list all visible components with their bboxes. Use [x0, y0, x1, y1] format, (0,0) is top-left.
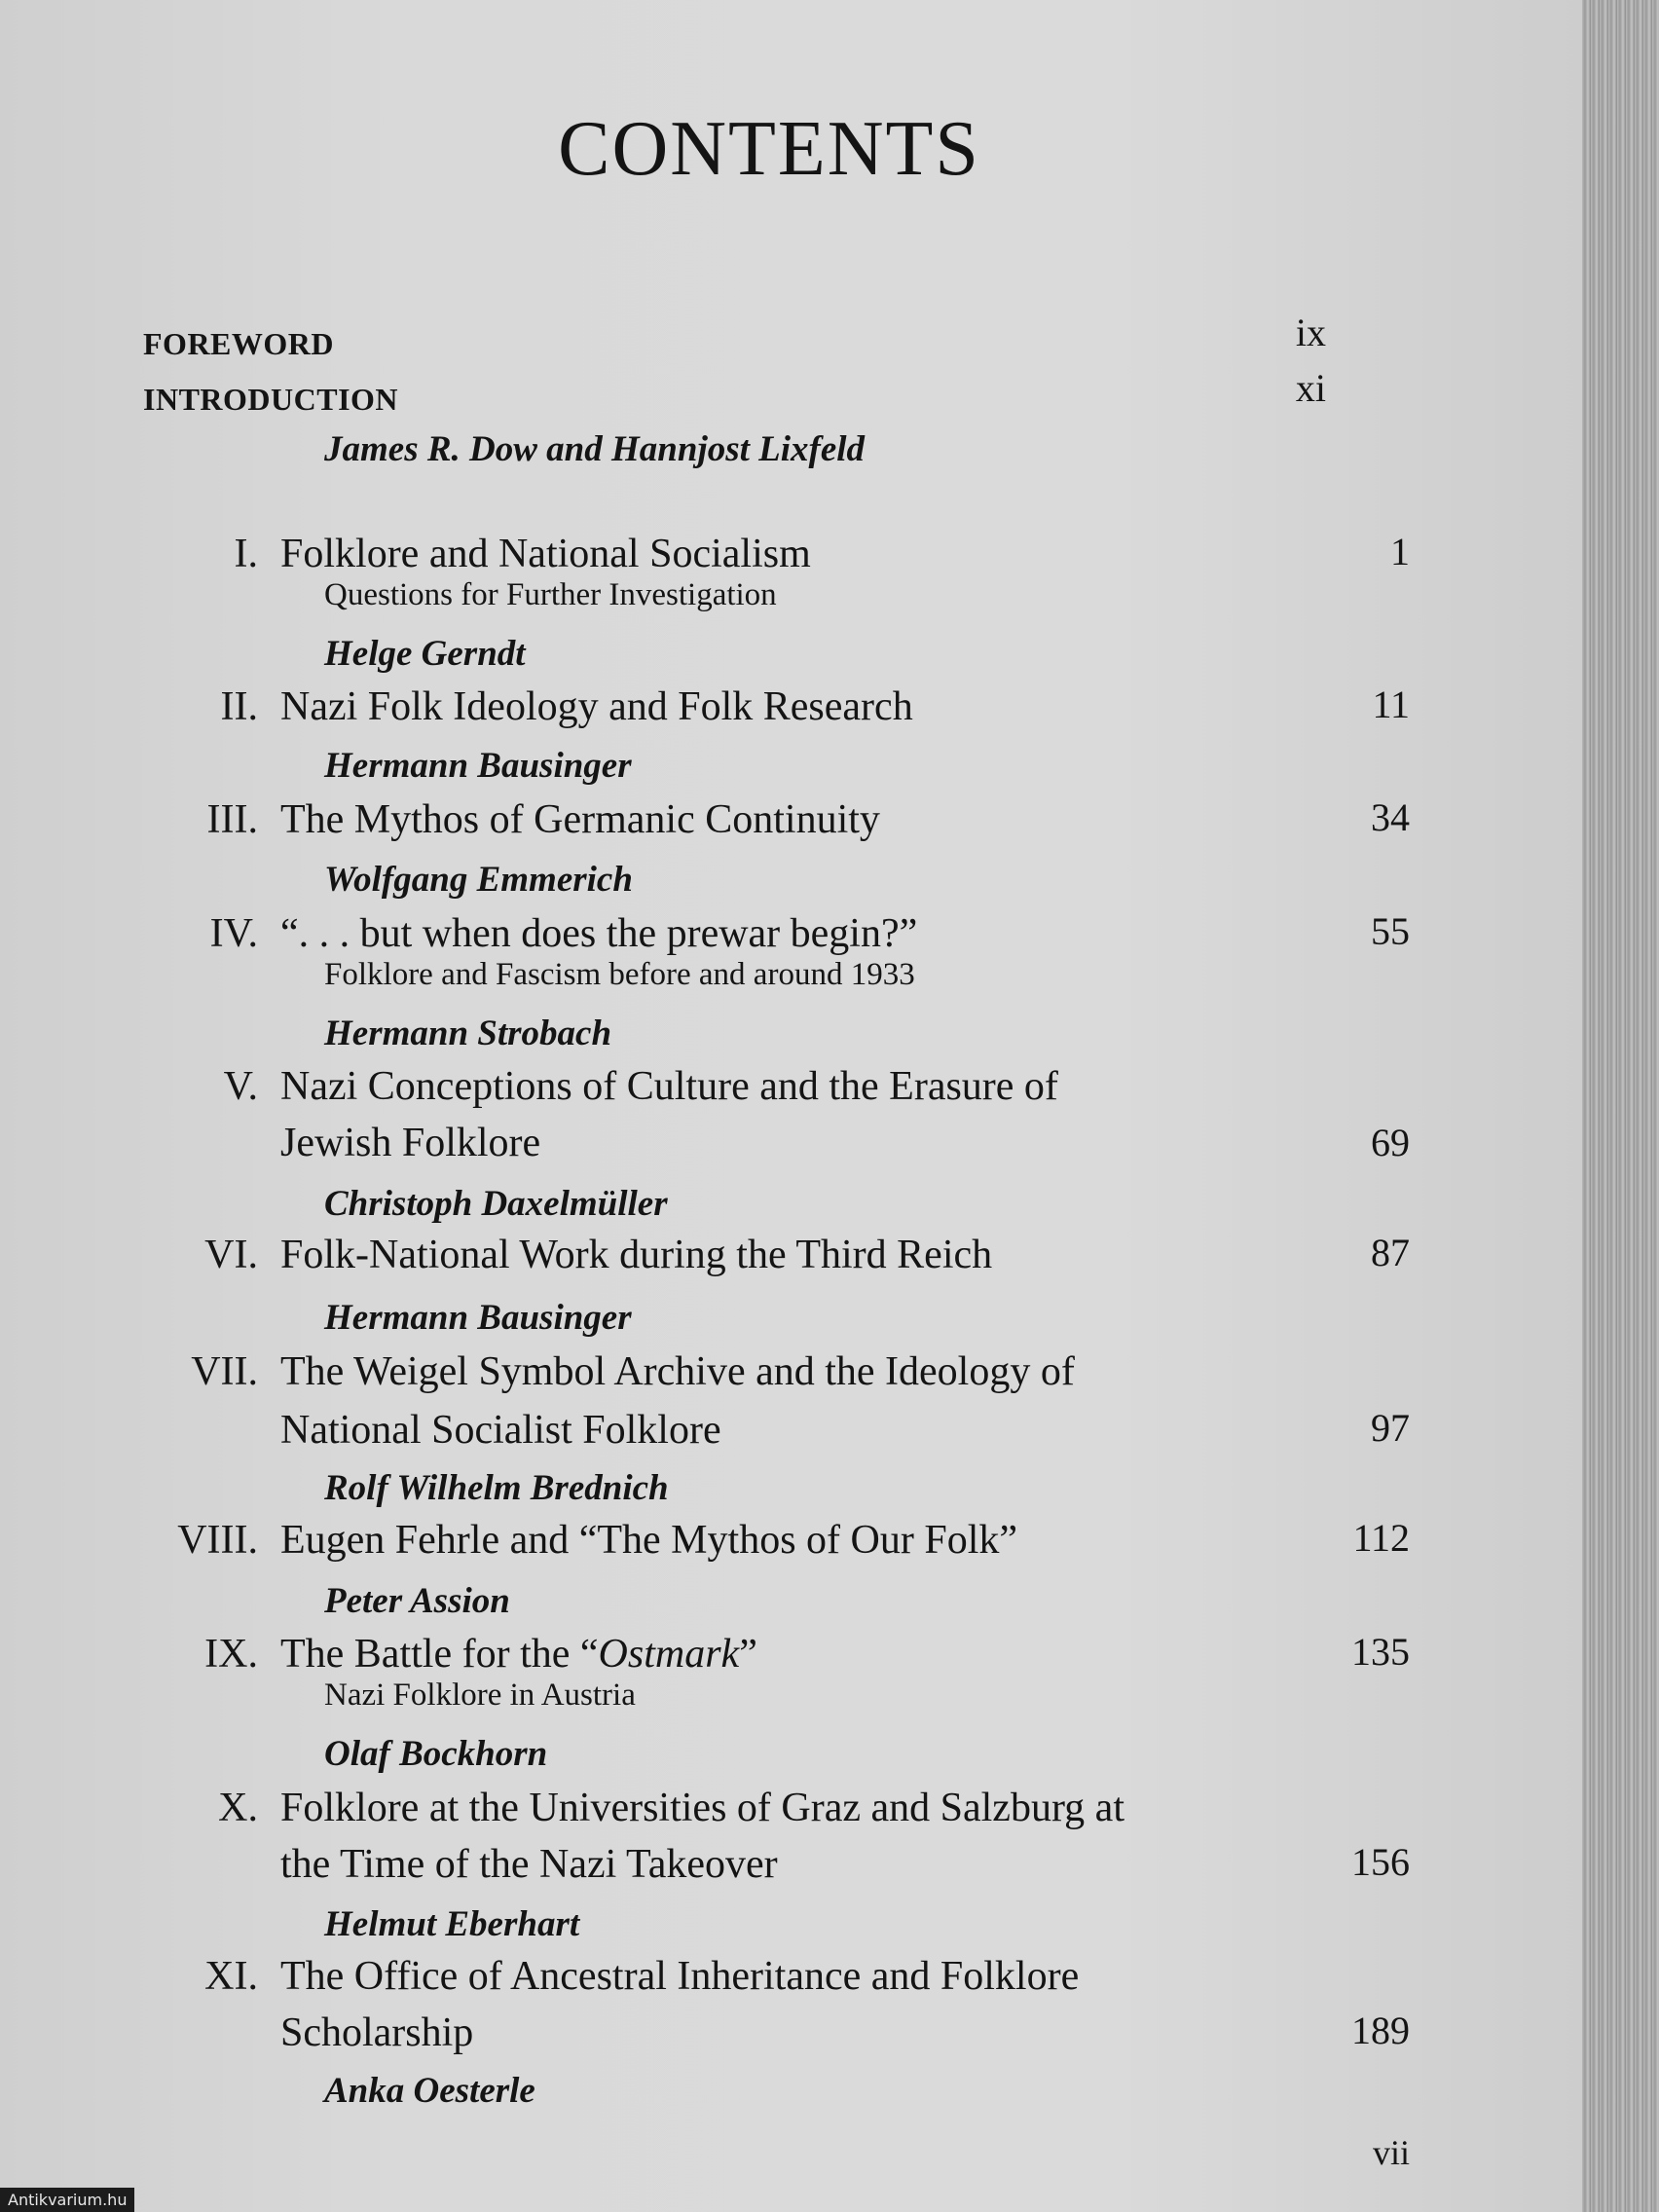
chapter-title-line2: the Time of the Nazi Takeover: [280, 1842, 778, 1887]
chapter-page: 87: [1371, 1231, 1410, 1274]
chapter-number: VII.: [191, 1349, 258, 1394]
chapter-title: “. . . but when does the prewar begin?”: [280, 911, 918, 956]
page-number: vii: [1372, 2133, 1410, 2172]
foreword-label: FOREWORD: [143, 326, 334, 361]
chapter-page: 1: [1390, 530, 1410, 573]
chapter-page: 34: [1371, 795, 1410, 839]
chapter-page: 189: [1351, 2009, 1410, 2052]
chapter-number: IV.: [209, 911, 258, 956]
chapter-title-suffix: ”: [739, 1632, 757, 1677]
page-title: CONTENTS: [558, 106, 980, 192]
chapter-title-line1: The Office of Ancestral Inheritance and Folklore: [280, 1954, 1080, 1999]
chapter-author: Peter Assion: [324, 1581, 510, 1621]
chapter-title-line2: National Socialist Folklore: [280, 1408, 721, 1453]
chapter-title-italic: Ostmark: [598, 1632, 740, 1677]
chapter-title-line2: Scholarship: [280, 2010, 474, 2055]
introduction-page: xi: [1295, 366, 1326, 410]
chapter-number: X.: [218, 1786, 258, 1830]
chapter-number: VIII.: [177, 1518, 258, 1563]
chapter-page: 135: [1351, 1630, 1410, 1674]
chapter-title: The Mythos of Germanic Continuity: [280, 797, 880, 842]
chapter-title-line1: The Weigel Symbol Archive and the Ideology of: [280, 1349, 1075, 1394]
chapter-title-line2: Jewish Folklore: [280, 1121, 541, 1165]
chapter-page: 112: [1352, 1516, 1410, 1560]
chapter-author: Christoph Daxelmüller: [324, 1184, 668, 1224]
chapter-page: 11: [1372, 682, 1410, 726]
chapter-author: Wolfgang Emmerich: [324, 860, 633, 900]
introduction-label: INTRODUCTION: [143, 382, 399, 417]
page-stack-edge: [1582, 0, 1659, 2212]
chapter-title: Folk-National Work during the Third Reich: [280, 1233, 993, 1277]
chapter-page: 156: [1351, 1840, 1410, 1884]
chapter-title: Folklore and National Socialism: [280, 532, 811, 576]
foreword-page: ix: [1295, 311, 1326, 354]
chapter-title-prefix: The Battle for the “: [280, 1632, 599, 1677]
watermark: Antikvarium.hu: [0, 2188, 134, 2212]
chapter-author: Hermann Strobach: [324, 1014, 612, 1053]
chapter-author: Anka Oesterle: [324, 2071, 535, 2111]
introduction-author: James R. Dow and Hannjost Lixfeld: [324, 429, 866, 469]
chapter-number: I.: [234, 532, 258, 576]
chapter-author: Hermann Bausinger: [324, 1298, 632, 1338]
chapter-number: V.: [223, 1064, 258, 1109]
chapter-page: 97: [1371, 1406, 1410, 1450]
chapter-title: Nazi Folk Ideology and Folk Research: [280, 684, 913, 729]
chapter-subtitle: Questions for Further Investigation: [324, 577, 777, 612]
chapter-number: II.: [220, 684, 258, 729]
chapter-title-line1: Folklore at the Universities of Graz and Salzburg at: [280, 1786, 1124, 1830]
chapter-number: VI.: [204, 1233, 258, 1277]
chapter-title-line1: Nazi Conceptions of Culture and the Erasure of: [280, 1064, 1058, 1109]
chapter-subtitle: Folklore and Fascism before and around 1933: [324, 957, 915, 992]
chapter-number: IX.: [204, 1632, 258, 1677]
chapter-author: Olaf Bockhorn: [324, 1734, 548, 1774]
chapter-number: XI.: [204, 1954, 258, 1999]
chapter-title: [280, 1631, 757, 1677]
chapter-title: Eugen Fehrle and “The Mythos of Our Folk”: [280, 1518, 1018, 1563]
chapter-author: Helge Gerndt: [324, 634, 526, 674]
chapter-author: Hermann Bausinger: [324, 746, 632, 786]
chapter-page: 55: [1371, 909, 1410, 953]
chapter-subtitle: Nazi Folklore in Austria: [324, 1677, 636, 1713]
chapter-author: Helmut Eberhart: [324, 1904, 580, 1944]
chapter-number: III.: [206, 797, 258, 842]
chapter-page: 69: [1371, 1121, 1410, 1164]
chapter-author: Rolf Wilhelm Brednich: [324, 1468, 669, 1508]
